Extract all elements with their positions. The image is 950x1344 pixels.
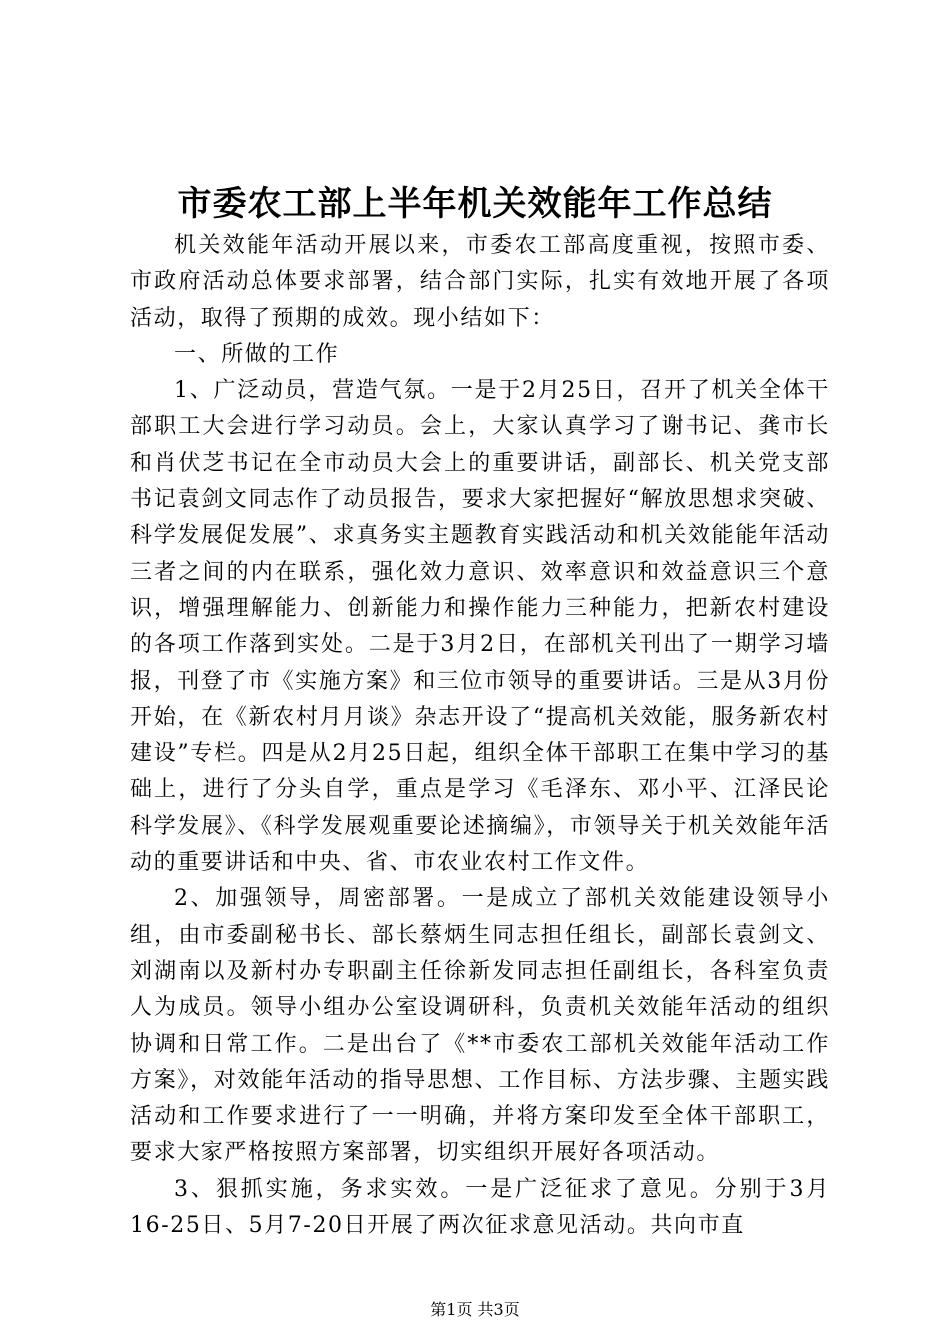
paragraph-implementation: 3、狠抓实施，务求实效。一是广泛征求了意见。分别于3月16-25日、5月7-20日开展了两次征求意见活动。共向市直	[130, 1176, 830, 1239]
paragraph-leadership: 2、加强领导，周密部署。一是成立了部机关效能建设领导小组，由市委副秘书长、部长蔡炳生同志担任组长，副部长袁剑文、刘湖南以及新村办专职副主任徐新发同志担任副组长，各科室负责人为成员。领导小组办公室设调研科，负责机关效能年活动的组织协调和日常工作。二是出台了《**市委农工部机关效能年活动工作方案》，对效能年活动的指导思想、工作目标、方法步骤、主题实践活动和工作要求进行了一一明确，并将方案印发至全体干部职工，要求大家严格按照方案部署，切实组织开展好各项活动。	[130, 886, 830, 1166]
paragraph-mobilization: 1、广泛动员，营造气氛。一是于2月25日，召开了机关全体干部职工大会进行学习动员。会上，大家认真学习了谢书记、龚市长和肖伏芝书记在全市动员大会上的重要讲话，副部长、机关党支部书记袁剑文同志作了动员报告，要求大家把握好“解放思想求突破、科学发展促发展”、求真务实主题教育实践活动和机关效能能年活动三者之间的内在联系，强化效力意识、效率意识和效益意识三个意识，增强理解能力、创新能力和操作能力三种能力，把新农村建设的各项工作落到实处。二是于3月2日，在部机关刊出了一期学习墙报，刊登了市《实施方案》和三位市领导的重要讲话。三是从3月份开始，在《新农村月月谈》杂志开设了“提高机关效能，服务新农村建设”专栏。四是从2月25日起，组织全体干部职工在集中学习的基础上，进行了分头自学，重点是学习《毛泽东、邓小平、江泽民论科学发展》、《科学发展观重要论述摘编》，市领导关于机关效能年活动的重要讲话和中央、省、市农业农村工作文件。	[130, 378, 830, 876]
page-footer: 第1页 共3页	[430, 1300, 520, 1319]
paragraph-intro: 机关效能年活动开展以来，市委农工部高度重视，按照市委、市政府活动总体要求部署，结合部门实际，扎实有效地开展了各项活动，取得了预期的成效。现小结如下：	[130, 233, 830, 331]
document-title: 市委农工部上半年机关效能年工作总结	[177, 184, 773, 224]
section-heading: 一、所做的工作	[174, 341, 340, 367]
document-body	[130, 228, 830, 1244]
